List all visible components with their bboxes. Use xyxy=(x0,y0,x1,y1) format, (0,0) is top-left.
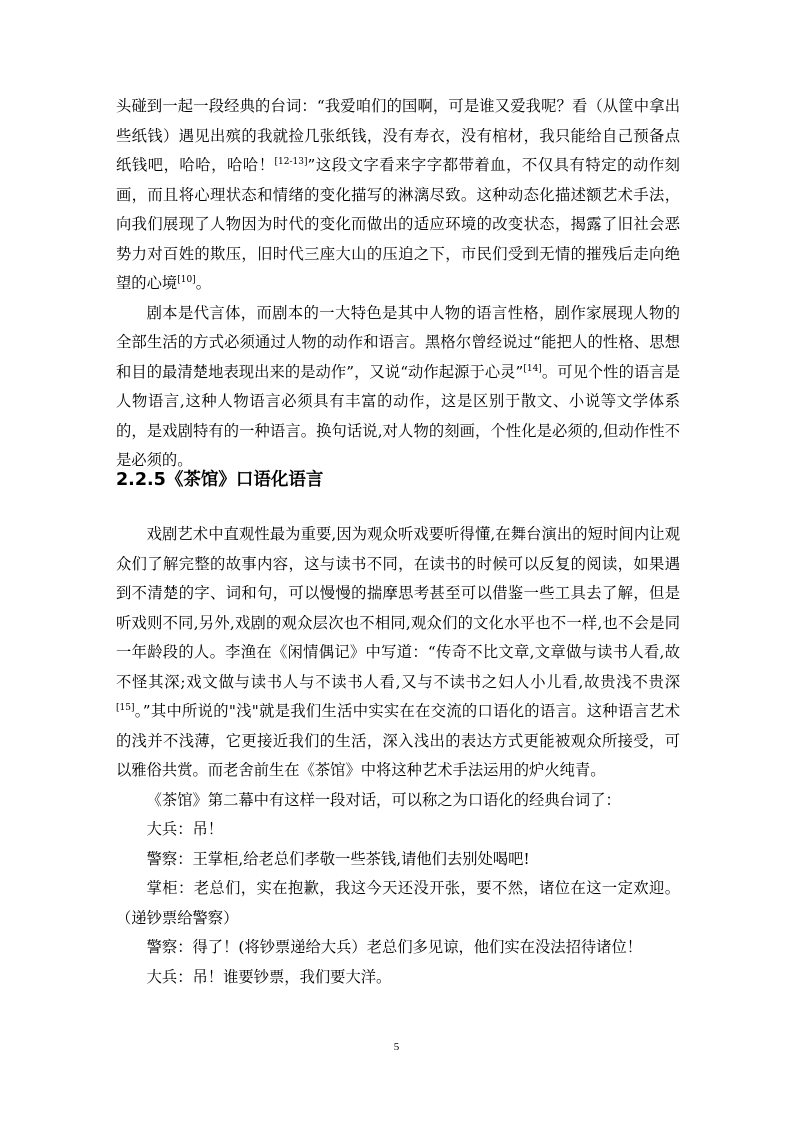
paragraph-text: ”这段文字看来字字都带着血，不仅具有特定的动作刻画，而且将心理状态和情绪的变化描写的淋漓尽致。这种动态化描述额艺术手法，向我们展现了人物因为时代的变化而做出的适应环境的改变状态，揭露了旧社会恶势力对百姓的欺压，旧时代三座大山的压迫之下，市民们受到无情的摧残后走向绝望的心境 xyxy=(116,156,680,292)
paragraph-text: 戏剧艺术中直观性最为重要,因为观众听戏要听得懂,在舞台演出的短时间内让观众们了解完整的故事内容，这与读书不同，在读书的时候可以反复的阅读，如果遇到不清楚的字、词和句，可以慢慢的揣摩思考甚至可以借鉴一些工具去了解，但是听戏则不同,另外,戏剧的观众层次也不相同,观众们的文化水平也不一样,也不会是同一年龄段的人。李渔在《闲情偶记》中写道：“传奇不比文章,文章做与读书人看,故不怪其深;戏文做与读书人与不读书人看,又与不读书之妇人小儿看,故贵浅不贵深 xyxy=(116,525,680,691)
dialogue-line: 警察：王掌柜,给老总们孝敬一些茶钱,请他们去别处喝吧! xyxy=(146,849,530,868)
paragraph-text: 剧本是代言体，而剧本的一大特色是其中人物的语言性格，剧作家展现人物的全部生活的方式必须通过人物的动作和语言。黑格尔曾经说过“能把人的性格、思想和目的最清楚地表现出来的是动作”，又说“动作起源于心灵” xyxy=(116,303,680,381)
paragraph xyxy=(116,520,680,786)
section-heading: 2.2.5《茶馆》口语化语言 xyxy=(116,470,324,490)
paragraph-text: 。可见个性的语言是人物语言,这种人物语言必须具有丰富的动作，这是区别于散文、小说等文学体系的，是戏剧特有的一种语言。换句话说,对人物的刻画，个性化是必须的,但动作性不是必须的。 xyxy=(116,362,680,469)
paragraph-continued xyxy=(116,92,680,299)
dialogue-line: 大兵：吊！谁要钞票，我们要大洋。 xyxy=(146,967,392,986)
paragraph xyxy=(116,299,680,476)
paragraph-text: 。”其中所说的"浅"就是我们生活中实实在在交流的口语化的语言。这种语言艺术的浅并不浅薄，它更接近我们的生活，深入浅出的表达方式更能被观众所接受，可以雅俗共赏。而老舍前生在《茶馆》中将这种艺术手法运用的炉火纯青。 xyxy=(116,702,680,779)
citation-marker: [14] xyxy=(523,363,542,374)
dialogue-line: 掌柜：老总们，实在抱歉，我这今天还没开张，要不然，诸位在这一定欢迎。（递钞票给警察） xyxy=(116,879,680,927)
paragraph: 《茶馆》第二幕中有这样一段对话，可以称之为口语化的经典台词了： xyxy=(146,790,621,809)
dialogue-line: 大兵：吊！ xyxy=(146,820,224,838)
body-text-top xyxy=(116,92,680,476)
body-text-bottom xyxy=(116,520,680,992)
citation-marker: [12-13] xyxy=(274,156,308,167)
paragraph-text: 。 xyxy=(195,274,211,292)
citation-marker: [10] xyxy=(177,274,196,285)
dialogue-line: 警察：得了！(将钞票递给大兵）老总们多见谅，他们实在没法招待诸位！ xyxy=(146,938,643,956)
page-number: 5 xyxy=(393,1041,400,1053)
citation-marker: [15] xyxy=(116,702,135,713)
paragraph-text: 头碰到一起一段经典的台词：“我爱咱们的国啊，可是谁又爱我呢？看（从筐中拿出些纸钱）遇见出殡的我就捡几张纸钱，没有寿衣，没有棺材，我只能给自己预备点纸钱吧，哈哈，哈哈！ xyxy=(116,97,680,174)
